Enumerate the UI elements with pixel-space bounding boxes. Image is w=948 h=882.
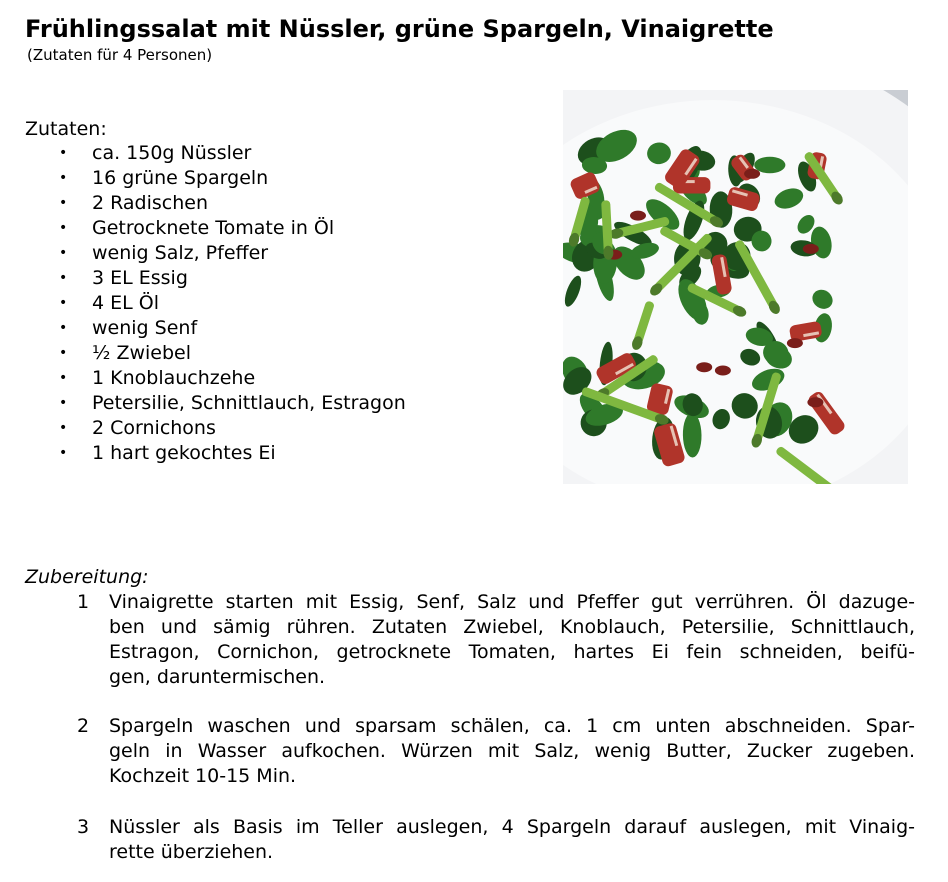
ingredient-item bbox=[25, 166, 545, 191]
bullet-icon: • bbox=[59, 395, 68, 411]
tomato-piece bbox=[630, 211, 646, 221]
bullet-icon: • bbox=[59, 270, 68, 286]
ingredient-item bbox=[25, 341, 545, 366]
preparation-heading: Zubereitung: bbox=[25, 566, 149, 588]
ingredient-text: 1 hart gekochtes Ei bbox=[92, 442, 276, 464]
step-line: ben und sämig rühren. Zutaten Zwiebel, Knoblauch, Petersilie, Schnittlauch, bbox=[109, 616, 915, 638]
step-number: 3 bbox=[77, 816, 90, 838]
salad-plate-image bbox=[563, 90, 908, 484]
step-number: 1 bbox=[77, 591, 90, 613]
bullet-icon: • bbox=[59, 370, 68, 386]
step-line: Spargeln waschen und sparsam schälen, ca. 1 cm unten abschneiden. Spar- bbox=[109, 715, 915, 737]
step-line: Kochzeit 10-15 Min. bbox=[109, 765, 297, 787]
step-line: Nüssler als Basis im Teller auslegen, 4 Spargeln darauf auslegen, mit Vinaig- bbox=[109, 816, 915, 838]
servings-note: (Zutaten für 4 Personen) bbox=[27, 46, 213, 64]
ingredient-item bbox=[25, 191, 545, 216]
tomato-piece bbox=[715, 366, 731, 376]
bullet-icon: • bbox=[59, 345, 68, 361]
bullet-icon: • bbox=[59, 195, 68, 211]
ingredient-text: 2 Radischen bbox=[92, 192, 209, 214]
ingredient-item bbox=[25, 391, 545, 416]
step-line: geln in Wasser aufkochen. Würzen mit Salz, wenig Butter, Zucker zugeben. bbox=[109, 740, 915, 762]
lettuce-leaf bbox=[754, 157, 785, 174]
ingredient-item bbox=[25, 216, 545, 241]
ingredient-text: 4 EL Öl bbox=[92, 292, 159, 314]
ingredient-text: 16 grüne Spargeln bbox=[92, 167, 269, 189]
salad-photo bbox=[563, 90, 908, 484]
ingredient-text: 2 Cornichons bbox=[92, 417, 216, 439]
step-text bbox=[109, 590, 915, 690]
step-line: Estragon, Cornichon, getrocknete Tomaten, hartes Ei fein schneiden, beifü- bbox=[109, 641, 915, 663]
ingredient-item bbox=[25, 316, 545, 341]
ingredient-item bbox=[25, 241, 545, 266]
step-text bbox=[109, 714, 915, 789]
ingredient-item bbox=[25, 416, 545, 441]
bullet-icon: • bbox=[59, 445, 68, 461]
ingredient-text: Petersilie, Schnittlauch, Estragon bbox=[92, 392, 406, 414]
ingredient-text: 3 EL Essig bbox=[92, 267, 188, 289]
tomato-piece bbox=[787, 338, 803, 348]
ingredient-text: 1 Knoblauchzehe bbox=[92, 367, 256, 389]
ingredient-item bbox=[25, 141, 545, 166]
bullet-icon: • bbox=[59, 245, 68, 261]
bullet-icon: • bbox=[59, 220, 68, 236]
ingredient-item bbox=[25, 366, 545, 391]
ingredient-item bbox=[25, 441, 545, 466]
step-line: Vinaigrette starten mit Essig, Senf, Salz und Pfeffer gut verrühren. Öl dazuge- bbox=[109, 591, 915, 613]
tomato-piece bbox=[803, 244, 819, 254]
bullet-icon: • bbox=[59, 320, 68, 336]
step-text bbox=[109, 815, 915, 865]
ingredient-item bbox=[25, 266, 545, 291]
ingredient-text: ca. 150g Nüssler bbox=[92, 142, 252, 164]
bullet-icon: • bbox=[59, 295, 68, 311]
bullet-icon: • bbox=[59, 145, 68, 161]
step-number: 2 bbox=[77, 715, 90, 737]
ingredient-text: ½ Zwiebel bbox=[92, 342, 192, 364]
ingredient-text: wenig Salz, Pfeffer bbox=[92, 242, 269, 264]
tomato-piece bbox=[696, 362, 712, 372]
ingredients-list bbox=[25, 141, 545, 466]
step-line: rette überziehen. bbox=[109, 841, 274, 863]
bullet-icon: • bbox=[59, 420, 68, 436]
ingredient-item bbox=[25, 291, 545, 316]
ingredient-text: Getrocknete Tomate in Öl bbox=[92, 217, 335, 239]
bullet-icon: • bbox=[59, 170, 68, 186]
tomato-piece bbox=[744, 169, 760, 179]
tomato-piece bbox=[807, 397, 823, 407]
recipe-title: Frühlingssalat mit Nüssler, grüne Spargeln, Vinaigrette bbox=[25, 15, 774, 43]
ingredient-text: wenig Senf bbox=[92, 317, 198, 339]
ingredients-heading: Zutaten: bbox=[25, 118, 107, 140]
step-line: gen, daruntermischen. bbox=[109, 666, 326, 688]
